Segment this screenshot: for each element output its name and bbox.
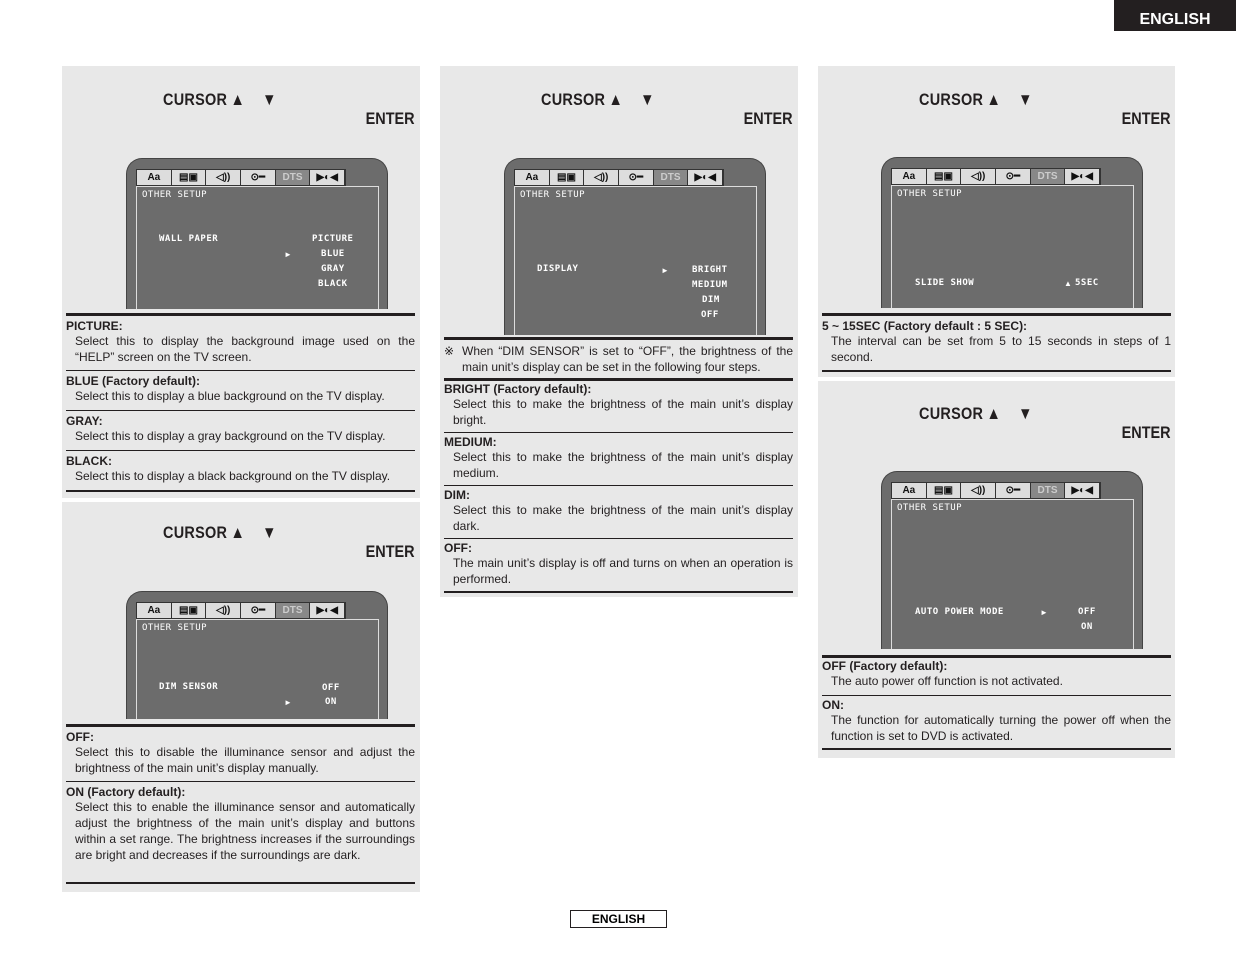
entry-off: OFF: Select this to disable the illuminance sensor and adjust the brightness of the main unit’s display manually. xyxy=(66,730,415,775)
divider xyxy=(66,490,415,492)
divider xyxy=(444,432,793,433)
playback-tab-icon: ▶◐◀ xyxy=(1065,169,1100,184)
option-on: ON xyxy=(325,697,337,707)
cursor-label: CURSOR xyxy=(163,523,228,542)
setting-label: WALL PAPER xyxy=(159,234,219,244)
entry-medium: MEDIUM: Select this to make the brightness of the main unit’s display medium. xyxy=(444,435,793,480)
cursor-instruction xyxy=(163,90,277,110)
down-arrow-icon: ▼ xyxy=(262,90,277,109)
setup-tabs xyxy=(136,169,346,186)
language-tab-icon: Aa xyxy=(892,483,927,498)
other-tab-icon: DTS xyxy=(276,603,311,618)
divider xyxy=(66,724,415,727)
down-arrow-icon: ▼ xyxy=(1018,90,1033,109)
divider xyxy=(822,370,1171,372)
tv-screen-wallpaper xyxy=(126,158,388,309)
playback-tab-icon: ▶◐◀ xyxy=(688,170,723,185)
screen-header: OTHER SETUP xyxy=(142,190,208,200)
pointer-icon: ► xyxy=(661,266,669,275)
setting-label: DIM SENSOR xyxy=(159,682,219,692)
up-arrow-icon: ▲ xyxy=(986,90,1002,109)
screen-header: OTHER SETUP xyxy=(897,189,963,199)
divider xyxy=(66,450,415,451)
divider xyxy=(822,695,1171,696)
divider xyxy=(444,378,793,381)
divider xyxy=(444,485,793,486)
footer-page-label: ENGLISH xyxy=(570,910,667,928)
entry-picture: PICTURE: Select this to display the background image used on the “HELP” screen on the TV screen. xyxy=(66,319,415,364)
tv-screen-dim-sensor xyxy=(126,591,388,719)
language-tab-icon: Aa xyxy=(137,603,172,618)
up-arrow-icon: ▲ xyxy=(986,404,1002,423)
audio-tab-icon: ◁)) xyxy=(206,170,241,185)
down-arrow-icon: ▼ xyxy=(1018,404,1033,423)
picture-tab-icon: ▤▣ xyxy=(172,603,207,618)
divider xyxy=(822,313,1171,316)
dim-sensor-note xyxy=(444,343,793,375)
setup-tabs xyxy=(514,169,724,186)
cursor-instruction xyxy=(919,404,1033,424)
screen-header: OTHER SETUP xyxy=(142,623,208,633)
entry-gray: GRAY: Select this to display a gray background on the TV display. xyxy=(66,414,386,443)
up-arrow-icon: ▲ xyxy=(608,90,624,109)
divider xyxy=(66,410,415,411)
audio-tab-icon: ◁)) xyxy=(961,169,996,184)
enter-instruction: ENTER xyxy=(744,109,793,128)
tv-screen-auto-power xyxy=(881,471,1143,649)
cursor-label: CURSOR xyxy=(163,90,228,109)
key-tab-icon: ⊙━ xyxy=(241,603,276,618)
entry-bright: BRIGHT (Factory default): Select this to make the brightness of the main unit’s display bright. xyxy=(444,382,793,427)
language-tab-icon: Aa xyxy=(892,169,927,184)
enter-instruction: ENTER xyxy=(366,109,415,128)
divider xyxy=(822,748,1171,750)
enter-instruction: ENTER xyxy=(366,542,415,561)
setting-label: DISPLAY xyxy=(537,264,579,274)
option-dim: DIM xyxy=(702,295,720,305)
audio-tab-icon: ◁)) xyxy=(584,170,619,185)
setup-tabs xyxy=(891,482,1101,499)
up-arrow-icon: ▲ xyxy=(230,90,246,109)
setting-label: SLIDE SHOW xyxy=(915,278,975,288)
key-tab-icon: ⊙━ xyxy=(996,169,1031,184)
divider xyxy=(66,313,415,316)
note-mark-icon: ※ xyxy=(444,344,455,358)
option-black: BLACK xyxy=(318,279,348,289)
entry-black: BLACK: Select this to display a black background on the TV display. xyxy=(66,454,391,483)
setup-screen xyxy=(891,499,1134,649)
cursor-instruction xyxy=(541,90,655,110)
enter-instruction: ENTER xyxy=(1122,109,1171,128)
playback-tab-icon: ▶◐◀ xyxy=(1065,483,1100,498)
screen-header: OTHER SETUP xyxy=(897,503,963,513)
other-tab-icon: DTS xyxy=(1031,169,1066,184)
divider xyxy=(444,337,793,340)
divider xyxy=(444,591,793,593)
entry-blue: BLUE (Factory default): Select this to display a blue background on the TV display. xyxy=(66,374,385,403)
other-tab-icon: DTS xyxy=(654,170,689,185)
option-medium: MEDIUM xyxy=(692,280,728,290)
pointer-icon: ► xyxy=(284,250,292,259)
setting-label: AUTO POWER MODE xyxy=(915,607,1004,617)
up-arrow-icon: ▲ xyxy=(230,523,246,542)
setup-screen xyxy=(136,619,379,719)
setup-tabs xyxy=(136,602,346,619)
language-tab-icon: Aa xyxy=(515,170,550,185)
audio-tab-icon: ◁)) xyxy=(961,483,996,498)
entry-off: OFF: The main unit’s display is off and turns on when an operation is performed. xyxy=(444,541,793,586)
down-arrow-icon: ▼ xyxy=(640,90,655,109)
option-off: OFF xyxy=(1078,607,1096,617)
language-tab-icon: Aa xyxy=(137,170,172,185)
divider xyxy=(66,370,415,371)
cursor-label: CURSOR xyxy=(919,404,984,423)
pointer-icon: ► xyxy=(284,698,292,707)
pointer-up-icon: ▲ xyxy=(1064,279,1072,288)
key-tab-icon: ⊙━ xyxy=(619,170,654,185)
option-picture: PICTURE xyxy=(312,234,354,244)
option-interval: 5SEC xyxy=(1075,278,1099,288)
divider xyxy=(822,655,1171,658)
down-arrow-icon: ▼ xyxy=(262,523,277,542)
picture-tab-icon: ▤▣ xyxy=(927,169,962,184)
picture-tab-icon: ▤▣ xyxy=(550,170,585,185)
entry-dim: DIM: Select this to make the brightness of the main unit’s display dark. xyxy=(444,488,793,533)
setup-screen xyxy=(891,185,1134,308)
entry-on: ON (Factory default): Select this to enable the illuminance sensor and automatically adjust the brightness of the main unit’s display and buttons within a set range. The brightness increases if the surroundings are bright and decreases if the surroundings are dark. xyxy=(66,785,415,862)
picture-tab-icon: ▤▣ xyxy=(927,483,962,498)
tv-screen-slide-show xyxy=(881,157,1143,308)
option-on: ON xyxy=(1081,622,1093,632)
cursor-label: CURSOR xyxy=(541,90,606,109)
setup-tabs xyxy=(891,168,1101,185)
divider xyxy=(444,538,793,539)
pointer-icon: ► xyxy=(1040,608,1048,617)
note-text: When “DIM SENSOR” is set to “OFF”, the brightness of the main unit’s display can be set in the following four steps. xyxy=(462,344,793,374)
audio-tab-icon: ◁)) xyxy=(206,603,241,618)
option-off: OFF xyxy=(701,310,719,320)
option-blue: BLUE xyxy=(321,249,345,259)
language-tab: ENGLISH xyxy=(1114,0,1236,31)
divider xyxy=(66,882,415,884)
entry-off: OFF (Factory default): The auto power off function is not activated. xyxy=(822,659,1063,688)
enter-instruction: ENTER xyxy=(1122,423,1171,442)
tv-screen-display xyxy=(504,158,766,335)
entry-on: ON: The function for automatically turning the power off when the function is set to DVD is activated. xyxy=(822,698,1171,743)
option-bright: BRIGHT xyxy=(692,265,728,275)
option-off: OFF xyxy=(322,683,340,693)
cursor-instruction xyxy=(163,523,277,543)
option-gray: GRAY xyxy=(321,264,345,274)
divider xyxy=(66,781,415,782)
other-tab-icon: DTS xyxy=(1031,483,1066,498)
playback-tab-icon: ▶◐◀ xyxy=(310,603,345,618)
playback-tab-icon: ▶◐◀ xyxy=(310,170,345,185)
key-tab-icon: ⊙━ xyxy=(996,483,1031,498)
cursor-instruction xyxy=(919,90,1033,110)
entry-interval: 5 ~ 15SEC (Factory default : 5 SEC): The interval can be set from 5 to 15 seconds in steps of 1 second. xyxy=(822,319,1171,364)
key-tab-icon: ⊙━ xyxy=(241,170,276,185)
setup-screen xyxy=(514,186,757,335)
picture-tab-icon: ▤▣ xyxy=(172,170,207,185)
other-tab-icon: DTS xyxy=(276,170,311,185)
setup-screen xyxy=(136,186,379,309)
cursor-label: CURSOR xyxy=(919,90,984,109)
screen-header: OTHER SETUP xyxy=(520,190,586,200)
